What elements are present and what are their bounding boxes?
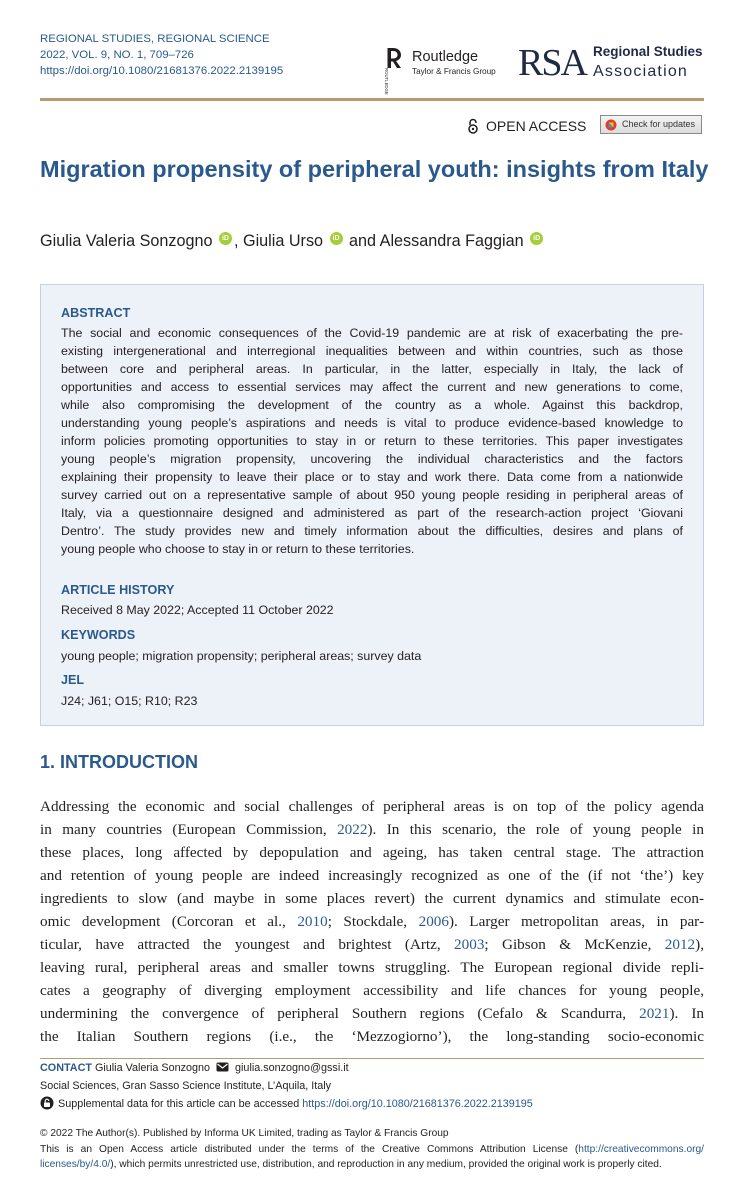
paragraph-line: [40, 795, 704, 818]
paragraph-line: [40, 841, 704, 864]
open-lock-icon: [467, 118, 479, 134]
line-text: Addressing the economic and social challenges of peripheral areas is on top of the policy agenda: [40, 798, 704, 815]
article-history: Received 8 May 2022; Accepted 11 October 2022: [61, 603, 334, 617]
abstract-line: existing intergenerational and interregional inequalities between and within countries, such as those: [61, 344, 683, 358]
line-text: undermining the convergence of peripheral Southern regions (Cefalo & Scandurra,: [40, 1005, 640, 1022]
history-heading: ARTICLE HISTORY: [61, 583, 175, 597]
abstract-line: opportunities and access to essential services may affect the current and new generations to come,: [61, 380, 683, 394]
line-text: ; Gibson & McKenzie,: [484, 936, 665, 953]
abstract-heading: ABSTRACT: [61, 306, 131, 320]
publisher-subtitle: Taylor & Francis Group: [412, 67, 496, 76]
abstract-line: inform policies promoting opportunities to stay in or return to these territories. This paper investigates: [61, 434, 683, 448]
line-text: ticular, have attracted the youngest and brightest (Artz,: [40, 936, 455, 953]
paragraph-line: [40, 1025, 704, 1048]
license-link-b[interactable]: licenses/by/4.0/: [40, 1159, 111, 1170]
article-title: Migration propensity of peripheral youth: insights from Italy: [40, 156, 709, 182]
section-heading-introduction: 1. INTRODUCTION: [40, 752, 199, 772]
rsa-name-line2: Association: [593, 63, 689, 80]
line-text: ). Larger metropolitan areas, in par-: [448, 913, 704, 930]
line-text: in many countries (European Commission,: [40, 821, 338, 838]
line-text: these places, long affected by depopulation and ageing, has taken central stage. The attraction: [40, 844, 704, 861]
orcid-icon[interactable]: iD: [330, 232, 343, 245]
supplemental-line: [40, 1096, 533, 1110]
abstract-line: young people who choose to stay in or return to these territories.: [61, 542, 415, 556]
abstract-box: [40, 284, 704, 726]
paragraph-line: [40, 818, 704, 841]
citation-link[interactable]: 2003: [454, 936, 485, 953]
line-text: ingredients to slow (and maybe in some places revert) the current dynamics and stimulate econ-: [40, 890, 704, 907]
line-text: cates a geography of diverging employment accessibility and life chances for young people,: [40, 982, 704, 999]
author-separator: and: [344, 232, 380, 250]
abstract-line: young people’s migration propensity, uncovering the individual characteristics and the factors: [61, 452, 683, 466]
paragraph-line: [40, 1002, 704, 1025]
footnote-rule: [40, 1058, 704, 1059]
publisher-name: Routledge: [412, 49, 479, 65]
abstract-line: The social and economic consequences of the Covid-19 pandemic are at risk of exacerbating the pre-: [61, 326, 683, 340]
abstract-text: [61, 324, 683, 558]
padlock-icon: [40, 1096, 54, 1110]
line-text: ). In this scenario, the role of young people in: [367, 821, 704, 838]
journal-name: REGIONAL STUDIES, REGIONAL SCIENCE: [40, 33, 270, 45]
orcid-icon[interactable]: iD: [530, 232, 543, 245]
author-name: Giulia Urso: [242, 232, 324, 250]
abstract-line: between core and peripheral areas. In particular, in the latter, especially in Italy, the lack of: [61, 362, 683, 376]
license-line-2: [40, 1159, 704, 1170]
paragraph-line: [40, 864, 704, 887]
license-link-a[interactable]: http://creativecommons.org/: [578, 1144, 704, 1155]
check-for-updates-label: Check for updates: [622, 119, 696, 129]
line-text: and retention of young people are indeed increasingly recognized as one of the (if not ‘the’) key: [40, 867, 704, 884]
supplemental-link[interactable]: https://doi.org/10.1080/21681376.2022.2139195: [302, 1098, 533, 1110]
paragraph-line: [40, 933, 704, 956]
citation-link[interactable]: 2010: [297, 913, 328, 930]
paragraph-line: [40, 910, 704, 933]
line-text: ; Stockdale,: [327, 913, 419, 930]
journal-volume: 2022, VOL. 9, NO. 1, 709–726: [40, 49, 194, 62]
keywords-heading: KEYWORDS: [61, 628, 136, 642]
copyright: © 2022 The Author(s). Published by Informa UK Limited, trading as Taylor & Francis Group: [40, 1128, 449, 1139]
abstract-line: Dentro’. The study provides new and timely information about the difficulties, desires and plans of: [61, 524, 683, 538]
license-line-1: [40, 1144, 704, 1155]
contact-line: [40, 1062, 349, 1074]
abstract-line: explaining their propensity to leave their place or to stay and work there. Data come from a nationwide: [61, 470, 683, 484]
paragraph-line: [40, 979, 704, 1002]
author-list: [40, 232, 545, 251]
journal-doi-link[interactable]: https://doi.org/10.1080/21681376.2022.2139195: [40, 65, 284, 78]
line-text: leaving rural, peripheral areas and smaller towns struggling. The European regional divide repli-: [40, 959, 704, 976]
line-text: the Italian Southern regions (i.e., the ‘Mezzogiorno’), the long-standing socio-economic: [40, 1028, 704, 1045]
envelope-icon: [216, 1062, 229, 1072]
citation-link[interactable]: 2006: [418, 913, 449, 930]
jel-heading: JEL: [61, 673, 85, 687]
citation-link[interactable]: 2012: [664, 936, 696, 953]
line-text: ). In: [669, 1005, 704, 1022]
line-text: ),: [695, 936, 704, 953]
abstract-line: survey carried out on a representative sample of about 950 young people residing in peripheral areas of: [61, 488, 683, 502]
check-for-updates-button[interactable]: [600, 115, 702, 134]
introduction-paragraph: [40, 795, 704, 1048]
header-rule: [40, 98, 704, 101]
abstract-line: while also compromising the development of the country as a whole. Against this backdrop,: [61, 398, 683, 412]
line-text: omic development (Corcoran et al.,: [40, 913, 298, 930]
journal-citation: [40, 31, 283, 80]
abstract-line: understanding young people’s aspirations and needs is vital to produce evidence-based knowledge to: [61, 416, 683, 430]
open-access-label: OPEN ACCESS: [486, 118, 587, 134]
update-badge-icon: [605, 119, 617, 131]
orcid-icon[interactable]: iD: [219, 232, 232, 245]
rsa-logo: RSA: [518, 42, 586, 84]
supplemental-text: Supplemental data for this article can be accessed: [58, 1098, 303, 1110]
paragraph-line: [40, 887, 704, 910]
author-name: Giulia Valeria Sonzogno: [40, 232, 213, 250]
license-text-a: This is an Open Access article distributed under the terms of the Creative Commons Attribution License (: [40, 1144, 579, 1155]
abstract-line: Italy, via a questionnaire designed and administered as part of the research-action project ‘Giovani: [61, 506, 683, 520]
contact-label: CONTACT: [40, 1062, 92, 1074]
routledge-logo-icon: [383, 46, 405, 95]
citation-link[interactable]: 2022: [337, 821, 368, 838]
jel-codes: J24; J61; O15; R10; R23: [61, 694, 198, 708]
routledge-vertical-text: ROUTLEDGE: [384, 68, 389, 95]
citation-link[interactable]: 2021: [639, 1005, 670, 1022]
rsa-name-line1: Regional Studies: [593, 44, 703, 59]
license-text-b: ), which permits unrestricted use, distribution, and reproduction in any medium, provided the original work is properly cited.: [110, 1159, 662, 1170]
contact-name: Giulia Valeria Sonzogno: [94, 1062, 211, 1074]
author-affiliation: Social Sciences, Gran Sasso Science Institute, L’Aquila, Italy: [40, 1080, 332, 1092]
keywords: young people; migration propensity; peripheral areas; survey data: [61, 649, 422, 663]
contact-email[interactable]: giulia.sonzogno@gssi.it: [235, 1062, 349, 1074]
author-separator: ,: [233, 232, 243, 250]
author-name: Alessandra Faggian: [379, 232, 524, 250]
paragraph-line: [40, 956, 704, 979]
